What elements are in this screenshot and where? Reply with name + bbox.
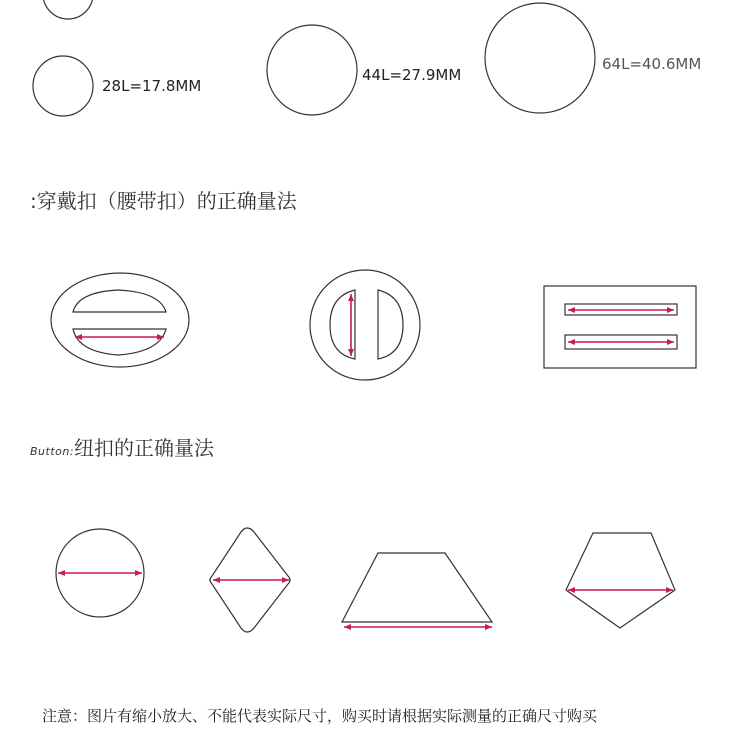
pentagon-button <box>566 533 675 628</box>
size-label-64l: 64L=40.6MM <box>602 55 702 73</box>
size-circle-64l <box>485 3 595 113</box>
footer-note: 注意：图片有缩小放大、不能代表实际尺寸，购买时请根据实际测量的正确尺寸购买 <box>42 707 598 725</box>
size-circle-partial <box>43 0 93 19</box>
size-circle-44l <box>267 25 357 115</box>
size-label-44l: 44L=27.9MM <box>362 66 462 84</box>
oval-buckle <box>51 273 189 367</box>
round-buckle <box>310 270 420 380</box>
button-heading-prefix: Button: <box>30 445 75 458</box>
size-label-28l: 28L=17.8MM <box>102 77 202 95</box>
button-heading-title: 纽扣的正确量法 <box>74 436 215 460</box>
button-heading <box>30 432 214 461</box>
rect-buckle <box>544 286 696 368</box>
belt-buckle-heading: :穿戴扣（腰带扣）的正确量法 <box>30 189 297 213</box>
size-circle-28l <box>33 56 93 116</box>
trapezoid-button <box>342 553 492 622</box>
